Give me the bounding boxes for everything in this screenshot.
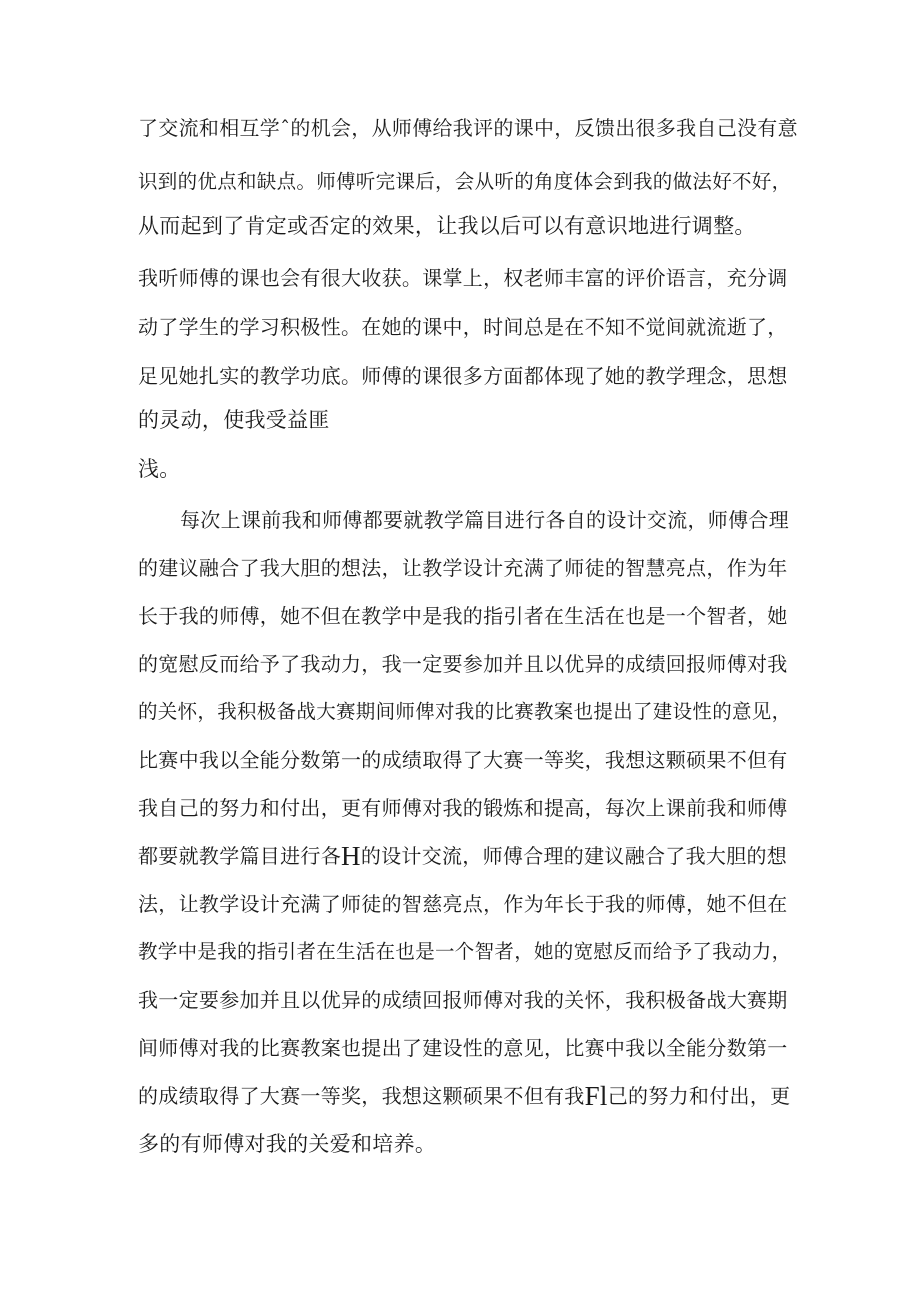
text-line: 教学中是我的指引者在生活在也是一个智者，她的宽慰反而给予了我动力，: [138, 940, 792, 963]
text-line: 的关怀，我积极备战大赛期间师俾对我的比赛教案也提出了建设性的意见，: [138, 700, 792, 723]
text-line: 动了学生的学习积极性。在她的课中，时间总是在不知不觉间就流逝了，: [138, 315, 788, 339]
text-line: 的建议融合了我大胆的想法，让教学设计充满了师徒的智慧亮点，作为年: [138, 556, 788, 580]
text-line: 足见她扎实的教学功底。师傅的课很多方面都体现了她的教学理念，思想: [138, 364, 788, 388]
text-segment: 都要就教学篇目进行各: [138, 844, 341, 868]
text-line: 我一定要参加并且以优异的成绩回报师傅对我的关怀，我积极备战大赛期: [138, 988, 788, 1012]
text-line: [138, 842, 787, 870]
text-line: 的宽慰反而给予了我动力，我一定要参加并且以优异的成绩回报师傅对我: [138, 652, 788, 676]
text-line: 了交流和相互学ˆ的机会，从师傅给我评的课中，反馈出很多我自己没有意: [138, 116, 798, 140]
ocr-glyph: Fl: [584, 1081, 608, 1111]
text-line: 我自己的努力和付出，更有师傅对我的锻炼和提高，每次上课前我和师傅: [138, 796, 788, 820]
ocr-glyph: H: [341, 841, 361, 871]
text-line: 的灵动，使我受益匪: [138, 408, 330, 432]
text-line: 间师傅对我的比赛教案也提出了建设性的意见，比赛中我以全能分数第一: [138, 1036, 788, 1060]
text-line: 识到的优点和缺点。师傅听完课后，会从听的角度体会到我的做法好不好，: [138, 170, 792, 193]
text-segment: 的成绩取得了大赛一等奖，我想这颗硕果不但有我: [138, 1084, 585, 1108]
text-line: 比赛中我以全能分数第一的成绩取得了大赛一等奖，我想这颗硕果不但有: [138, 748, 788, 772]
text-line: 每次上课前我和师傅都要就教学篇目进行各自的设计交流，师傅合理: [180, 508, 789, 532]
text-segment: 己的努力和付出，更: [607, 1084, 791, 1108]
text-line: 长于我的师傅，她不但在教学中是我的指引者在生活在也是一个智者，她: [138, 604, 788, 628]
text-line: 我听师傅的课也会有很大收获。课掌上，权老师丰富的评价语言，充分调: [138, 266, 788, 290]
text-line: 法，让教学设计充满了师徒的智慈亮点，作为年长于我的师傅，她不但在: [138, 892, 788, 916]
text-line: 浅。: [138, 457, 181, 481]
text-segment: 的设计交流，师傅合理的建议融合了我大胆的想: [360, 844, 788, 868]
text-line: 从而起到了肯定或否定的效果，让我以后可以有意识地进行调整。: [138, 214, 756, 238]
text-line: 多的有师傅对我的关爱和培养。: [138, 1132, 437, 1156]
text-line: [138, 1082, 790, 1110]
